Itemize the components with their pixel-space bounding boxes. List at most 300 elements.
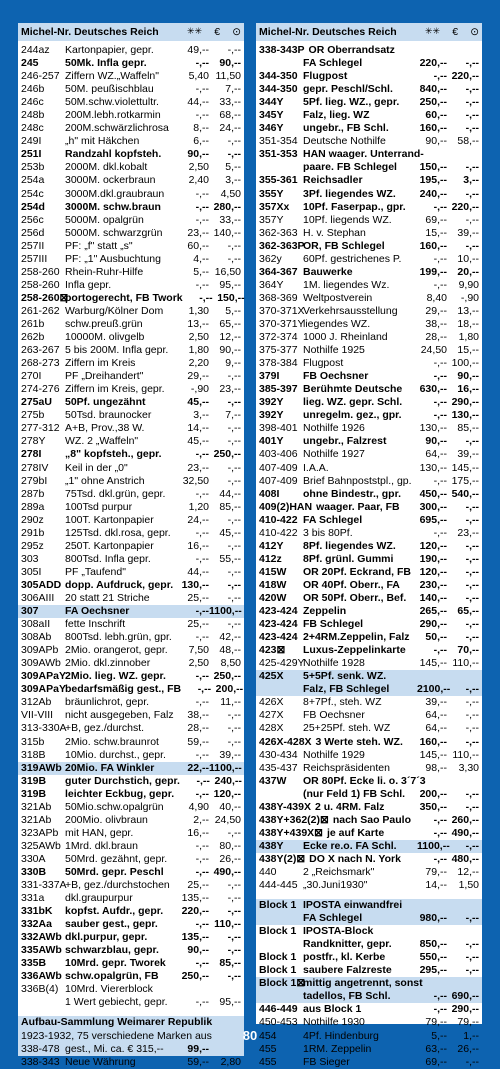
price-used: 3,30 [458, 761, 479, 774]
price-mint: 69,-- [425, 213, 447, 226]
price-mint: 44,-- [187, 565, 209, 578]
price-used: -,-- [227, 148, 241, 161]
catalog-row [256, 122, 482, 135]
catalog-number: 261b [21, 318, 45, 330]
price-mint: 5,-- [193, 265, 209, 278]
price-used: 220,-- [451, 70, 479, 83]
price-used: 65,-- [219, 318, 241, 330]
catalog-number: 261-262 [21, 304, 60, 317]
catalog-number: 332AWb [21, 931, 62, 944]
catalog-number: 392Y [259, 409, 284, 422]
catalog-number: 253b [21, 161, 45, 174]
catalog-number: 330B [21, 865, 47, 878]
item-description: FB Oechsner [303, 709, 365, 722]
catalog-row [256, 951, 482, 964]
catalog-number: 428X [259, 722, 284, 735]
item-description: 2+4RM.Zeppelin, Falz [303, 631, 410, 644]
item-description: Nothilfe 1926 [303, 422, 365, 435]
price-mint: 1,30 [188, 304, 209, 317]
item-description: Neue Währung [65, 1055, 136, 1068]
price-used: 11,-- [220, 696, 241, 709]
price-mint: 24,-- [187, 513, 209, 526]
price-mint: 2100,-- [417, 683, 451, 696]
item-description: 3000M. ockerbraun [65, 174, 156, 187]
price-used: 44,-- [219, 487, 241, 500]
item-description: 2 „Reichsmark" [303, 865, 375, 878]
catalog-number: 262b [21, 331, 45, 344]
price-mint: -,-- [433, 990, 447, 1003]
catalog-number: 308aII [21, 618, 51, 631]
catalog-row [256, 527, 482, 540]
price-used: -,-- [227, 239, 241, 252]
item-description: 50Pf. ungezähnt [65, 396, 146, 409]
price-mint: -,-- [433, 526, 447, 539]
price-used: 12,-- [457, 865, 479, 878]
catalog-row [256, 977, 482, 990]
price-mint: -,-- [433, 826, 447, 839]
item-description: 10Mrd. Viererblock [65, 983, 153, 996]
catalog-number: 338-478 [21, 1042, 60, 1055]
price-mint: -,-- [195, 839, 209, 852]
item-description: „30.Juni1930" [303, 879, 368, 892]
price-mint: 240,-- [419, 187, 447, 200]
price-mint: -,-- [195, 696, 209, 709]
price-used: 7,-- [225, 83, 241, 96]
price-mint: 199,-- [419, 265, 447, 278]
item-description: 100T. Kartonpapier [65, 513, 154, 526]
column-labels [187, 26, 241, 38]
catalog-number: 351-354 [259, 135, 298, 148]
item-description: dkl.graupurpur [65, 892, 133, 905]
item-description: aus Block 1 [303, 1003, 362, 1016]
price-mint: 90,-- [425, 435, 447, 448]
item-description: OR, FB Schlegel [303, 239, 385, 252]
catalog-row [256, 1003, 482, 1016]
price-mint: 22,-- [187, 761, 209, 774]
catalog-row [18, 70, 244, 83]
catalog-row [18, 996, 244, 1009]
price-mint: 2,40 [188, 174, 209, 187]
catalog-row [256, 657, 482, 670]
price-mint: 2,20 [188, 357, 209, 370]
catalog-number: 438Y [259, 839, 284, 852]
catalog-row [256, 670, 482, 683]
price-used: 39,-- [457, 448, 479, 461]
price-mint: 250,-- [181, 970, 209, 983]
catalog-number: 362y [259, 252, 282, 265]
catalog-row [256, 964, 482, 977]
item-description: PF „Taufend" [65, 565, 126, 578]
catalog-number: 268-273 [21, 357, 60, 370]
price-used: 23,-- [219, 383, 241, 396]
price-mint: -,-- [195, 213, 209, 226]
catalog-row [18, 957, 244, 970]
price-mint: -,-- [195, 605, 209, 618]
price-used: -,-- [227, 722, 241, 735]
item-description: 20Mio. FA Winkler [65, 761, 155, 774]
item-description: Nothilfe 1928 [303, 657, 365, 670]
price-used: 145,-- [451, 461, 479, 474]
price-used: 260,-- [451, 813, 479, 826]
item-description: 3000M. schw.braun [65, 200, 161, 213]
catalog-number: 295z [21, 539, 44, 552]
price-used: -,-- [465, 709, 479, 722]
price-used: 140,-- [213, 226, 241, 239]
price-mint: 6,-- [193, 135, 209, 148]
price-mint: 4,90 [188, 800, 209, 813]
section-gap [256, 892, 482, 899]
catalog-number: 332Aa [21, 918, 52, 931]
catalog-row [256, 161, 482, 174]
catalog-row [18, 435, 244, 448]
catalog-row [256, 866, 482, 879]
item-description: DO X nach N. York [309, 852, 401, 865]
catalog-row [256, 292, 482, 305]
item-description: Flugpost [303, 70, 348, 83]
item-description: A+B, Prov.,38 W. [65, 422, 145, 435]
price-used: -,-- [227, 370, 241, 383]
price-used: -,-- [227, 422, 241, 435]
catalog-number: 438Y+439X⊠ [259, 826, 323, 839]
catalog-number: 423-424 [259, 618, 298, 631]
price-mint: -,-- [433, 200, 447, 213]
item-description: fette Inschrift [65, 618, 126, 631]
catalog-number: 444-445 [259, 879, 298, 892]
price-used: -,-- [227, 735, 241, 748]
price-mint: 220,-- [419, 57, 447, 70]
item-description: 2Mio. schw.braunrot [65, 735, 159, 748]
catalog-number: 403-406 [259, 448, 298, 461]
price-mint: 7,50 [188, 644, 209, 657]
price-mint: -,-- [195, 187, 209, 200]
item-description: bedarfsmäßig gest., FB [65, 683, 182, 696]
catalog-row [18, 305, 244, 318]
catalog-number: 249I [21, 135, 42, 148]
price-mint: -,-- [433, 370, 447, 383]
item-description: OR Oberrandsatz [308, 44, 395, 57]
catalog-row [18, 618, 244, 631]
price-used: 150,-- [217, 291, 245, 304]
catalog-row [256, 683, 482, 696]
catalog-row [18, 161, 244, 174]
catalog-row [18, 683, 244, 696]
catalog-number: 455 [259, 1055, 277, 1068]
item-description: Nothilfe 1929 [303, 748, 365, 761]
item-description: PF „Dreihandert" [65, 370, 144, 383]
item-description: 8Pf. grünl. Gummi [303, 552, 394, 565]
price-mint: 32,50 [182, 474, 209, 487]
price-mint: 2,-- [193, 813, 209, 826]
price-mint: -,-- [195, 996, 209, 1009]
price-used: -,-- [465, 513, 479, 526]
price-mint: 200,-- [419, 787, 447, 800]
price-used: -,-- [227, 709, 241, 722]
price-used: 3,-- [225, 174, 241, 187]
item-description: 60Pf. gestrichenes P. [303, 252, 402, 265]
catalog-number: 270I [21, 370, 42, 383]
price-mint: -,-- [195, 670, 209, 683]
catalog-number: 279bI [21, 474, 48, 487]
catalog-row [256, 462, 482, 475]
catalog-row [18, 579, 244, 592]
price-used: -,-- [465, 578, 479, 591]
catalog-number: Block 1 [259, 964, 297, 977]
catalog-number: 357Xx [259, 200, 290, 213]
used-label: ⊙ [470, 26, 479, 38]
catalog-row [18, 709, 244, 722]
mint-label: ✳✳ [187, 26, 203, 36]
price-mint: 50,-- [425, 631, 447, 644]
price-mint: 29,-- [187, 370, 209, 383]
catalog-number: 313-330A [21, 722, 67, 735]
price-mint: 45,-- [187, 435, 209, 448]
price-mint: 64,-- [425, 722, 447, 735]
item-description: 200Mio. olivbraun [65, 813, 148, 826]
catalog-number: 319B [21, 787, 47, 800]
price-used: -,-- [227, 44, 241, 57]
price-used: 11,50 [215, 70, 241, 83]
catalog-number: 401Y [259, 435, 284, 448]
catalog-number: 385-397 [259, 383, 298, 396]
price-used: 100,-- [451, 357, 479, 370]
price-used: 45,-- [219, 526, 241, 539]
price-mint: 49,-- [187, 44, 209, 57]
price-used: 40,-- [219, 800, 241, 813]
price-used: 24,50 [214, 813, 241, 826]
price-used: 90,-- [457, 370, 479, 383]
catalog-row [256, 305, 482, 318]
catalog-row [18, 96, 244, 109]
catalog-number: 364Y [259, 278, 284, 291]
item-description: 75Tsd. dkl.grün, gepr. [65, 487, 166, 500]
catalog-number: 318B [21, 748, 46, 761]
item-description: Ziffern im Kreis, gepr. [65, 383, 165, 396]
catalog-row [256, 1056, 482, 1069]
catalog-row [18, 83, 244, 96]
item-description: OR 20Pf. Eckrand, FB [303, 565, 411, 578]
catalog-number: 312Ab [21, 696, 52, 709]
catalog-row [256, 135, 482, 148]
price-mint: 45,-- [187, 396, 209, 409]
section-title: Aufbau-Sammlung Weimarer Republik [21, 1016, 213, 1029]
price-used: 12,-- [219, 331, 241, 344]
price-mint: 695,-- [419, 513, 447, 526]
price-mint: -,-- [433, 474, 447, 487]
item-description: 3 bis 80Pf. [303, 526, 353, 539]
price-used: -,-- [465, 912, 479, 925]
catalog-row [18, 383, 244, 396]
item-description: Bauwerke [303, 265, 353, 278]
item-description: schwarzblau, gepr. [65, 944, 159, 957]
catalog-number: 254c [21, 187, 44, 200]
catalog-number: 362-363P [259, 239, 305, 252]
item-description: nach Sao Paulo [332, 813, 411, 826]
price-used: 290,-- [451, 396, 479, 409]
item-description: Ecke re.o. FA Schl. [303, 839, 397, 852]
price-mint: -,-- [433, 1003, 447, 1016]
item-description: kopfst. Aufdr., gepr. [65, 905, 164, 918]
catalog-row [256, 396, 482, 409]
catalog-number: 257III [21, 252, 48, 265]
catalog-number: 375-377 [259, 344, 298, 357]
price-used: 220,-- [451, 200, 479, 213]
price-mint: 63,-- [425, 1042, 447, 1055]
price-mint: -,-- [195, 865, 209, 878]
catalog-row [18, 396, 244, 409]
price-mint: 90,-- [187, 944, 209, 957]
price-mint: -,-- [195, 278, 209, 291]
price-mint: 135,-- [181, 931, 209, 944]
catalog-number: 412z [259, 552, 282, 565]
price-used: -,-- [465, 83, 479, 96]
item-description: 5Pf. lieg. WZ., gepr. [303, 96, 400, 109]
catalog-row [256, 227, 482, 240]
catalog-row [18, 840, 244, 853]
catalog-number: 454 [259, 1029, 277, 1042]
price-mint: 2,50 [188, 331, 209, 344]
catalog-number: 278I [21, 448, 42, 461]
price-used: 70,-- [457, 644, 479, 657]
item-description: FB Schlegel [303, 618, 364, 631]
price-used: 26,-- [457, 1042, 479, 1055]
item-description: FA Oechsner [65, 605, 130, 618]
section-gap [18, 1009, 244, 1016]
item-description: 10000M. olivgelb [65, 331, 145, 344]
price-mint: 145,-- [419, 657, 447, 670]
price-mint: -,-- [433, 813, 447, 826]
price-used: -,-- [227, 905, 241, 918]
item-description: unregelm. gez., gpr. [303, 409, 402, 422]
item-description: Ziffern WZ.„Waffeln" [65, 70, 159, 83]
catalog-row [18, 892, 244, 905]
price-used: 85,-- [457, 422, 479, 435]
catalog-row [18, 475, 244, 488]
item-description: WZ. 2 „Waffeln" [65, 435, 139, 448]
catalog-row [256, 188, 482, 201]
item-description: 2000M. dkl.kobalt [65, 161, 148, 174]
price-used: -,-- [465, 735, 479, 748]
catalog-number: 335B [21, 957, 47, 970]
price-used: 240,-- [214, 774, 242, 787]
item-description: 3Pf. liegendes WZ. [303, 187, 396, 200]
catalog-row [18, 344, 244, 357]
price-used: -,-- [227, 513, 241, 526]
item-description: nicht ausgegeben, Falz [65, 709, 174, 722]
catalog-number: 291b [21, 526, 45, 539]
euro-label: € [214, 26, 221, 38]
price-used: -,-- [465, 938, 479, 951]
catalog-row [256, 735, 482, 748]
item-description: OR 40Pf. Oberr., FA [303, 578, 400, 591]
item-description: 1M. liegendes Wz. [303, 278, 390, 291]
item-description: FA Schlegel [303, 57, 363, 70]
catalog-number: 246-257 [21, 70, 60, 83]
item-description: FA Schlegel [303, 513, 363, 526]
catalog-number: 325AWb [21, 839, 61, 852]
catalog-number: 345Y [259, 109, 284, 122]
euro-label: € [452, 26, 459, 38]
catalog-row [18, 735, 244, 748]
catalog-row [256, 435, 482, 448]
catalog-number: 309APaY [21, 683, 66, 696]
item-description: Kartonpapier, gepr. [65, 44, 154, 57]
catalog-number: 423-424 [259, 631, 298, 644]
catalog-row [256, 827, 482, 840]
price-mint: 28,-- [187, 722, 209, 735]
catalog-row [256, 990, 482, 1003]
catalog-number: 275aU [21, 396, 52, 409]
catalog-number: 246b [21, 83, 45, 96]
catalog-row [18, 174, 244, 187]
item-description: Flugpost [303, 357, 344, 370]
price-mint: 250,-- [419, 96, 447, 109]
catalog-row [256, 383, 482, 396]
catalog-row [18, 944, 244, 957]
price-mint: 44,-- [187, 96, 209, 109]
catalog-number: 335AWb [21, 944, 62, 957]
catalog-number: 351-353 [259, 148, 298, 161]
price-used: -,-- [227, 461, 241, 474]
catalog-number: 277-312 [21, 422, 60, 435]
catalog-row [256, 631, 482, 644]
price-mint: -,-- [195, 109, 209, 122]
price-used: 13,-- [457, 304, 479, 317]
item-description: Zeppelin [303, 605, 347, 618]
item-description: ungebr., Falzrest [303, 435, 387, 448]
item-description: tadellos, FB Schl. [303, 990, 391, 1003]
column-title: Michel-Nr. Deutsches Reich [21, 26, 159, 38]
item-description: gepr. Peschl/Schl. [303, 83, 393, 96]
price-used: 1100,-- [209, 605, 242, 618]
item-description: Deutsche Nothilfe [303, 135, 386, 148]
item-description: 8+7Pf., steh. WZ [303, 696, 382, 709]
price-mint: -,-- [195, 487, 209, 500]
catalog-row [256, 488, 482, 501]
catalog-number: Block 1 [259, 925, 297, 938]
catalog-row [256, 605, 482, 618]
price-mint: 630,-- [419, 383, 447, 396]
price-mint: -,-- [195, 552, 209, 565]
price-mint: 16,-- [187, 826, 209, 839]
catalog-row [256, 357, 482, 370]
item-description: saubere Falzreste [303, 964, 392, 977]
price-mint: 16,-- [187, 539, 209, 552]
catalog-number: 440 [259, 865, 277, 878]
price-used: -,-- [465, 239, 479, 252]
item-description: 200M.lebh.rotkarmin [65, 109, 161, 122]
catalog-number: 336B(4) [21, 983, 59, 996]
price-used: -,-- [227, 944, 241, 957]
price-used: 26,-- [219, 852, 241, 865]
price-used: -,-- [465, 722, 479, 735]
catalog-number: 319B [21, 774, 47, 787]
item-description: Ziffern im Kreis [65, 357, 136, 370]
price-used: -,-- [465, 591, 479, 604]
price-used: -,-- [465, 109, 479, 122]
price-used: -,-- [227, 931, 241, 944]
price-used: 16,50 [214, 265, 241, 278]
price-used: 4,50 [220, 187, 241, 200]
catalog-number: 254d [21, 200, 45, 213]
price-mint: 350,-- [419, 800, 447, 813]
catalog-number: 258-260 [21, 278, 60, 291]
catalog-number: 315b [21, 735, 45, 748]
catalog-row [18, 592, 244, 605]
price-mint: 24,50 [420, 344, 447, 357]
price-mint: 90,-- [187, 148, 209, 161]
item-description: 800Tsd. lebh.grün, gpr. [65, 631, 172, 644]
catalog-number: Block 1 [259, 899, 297, 912]
